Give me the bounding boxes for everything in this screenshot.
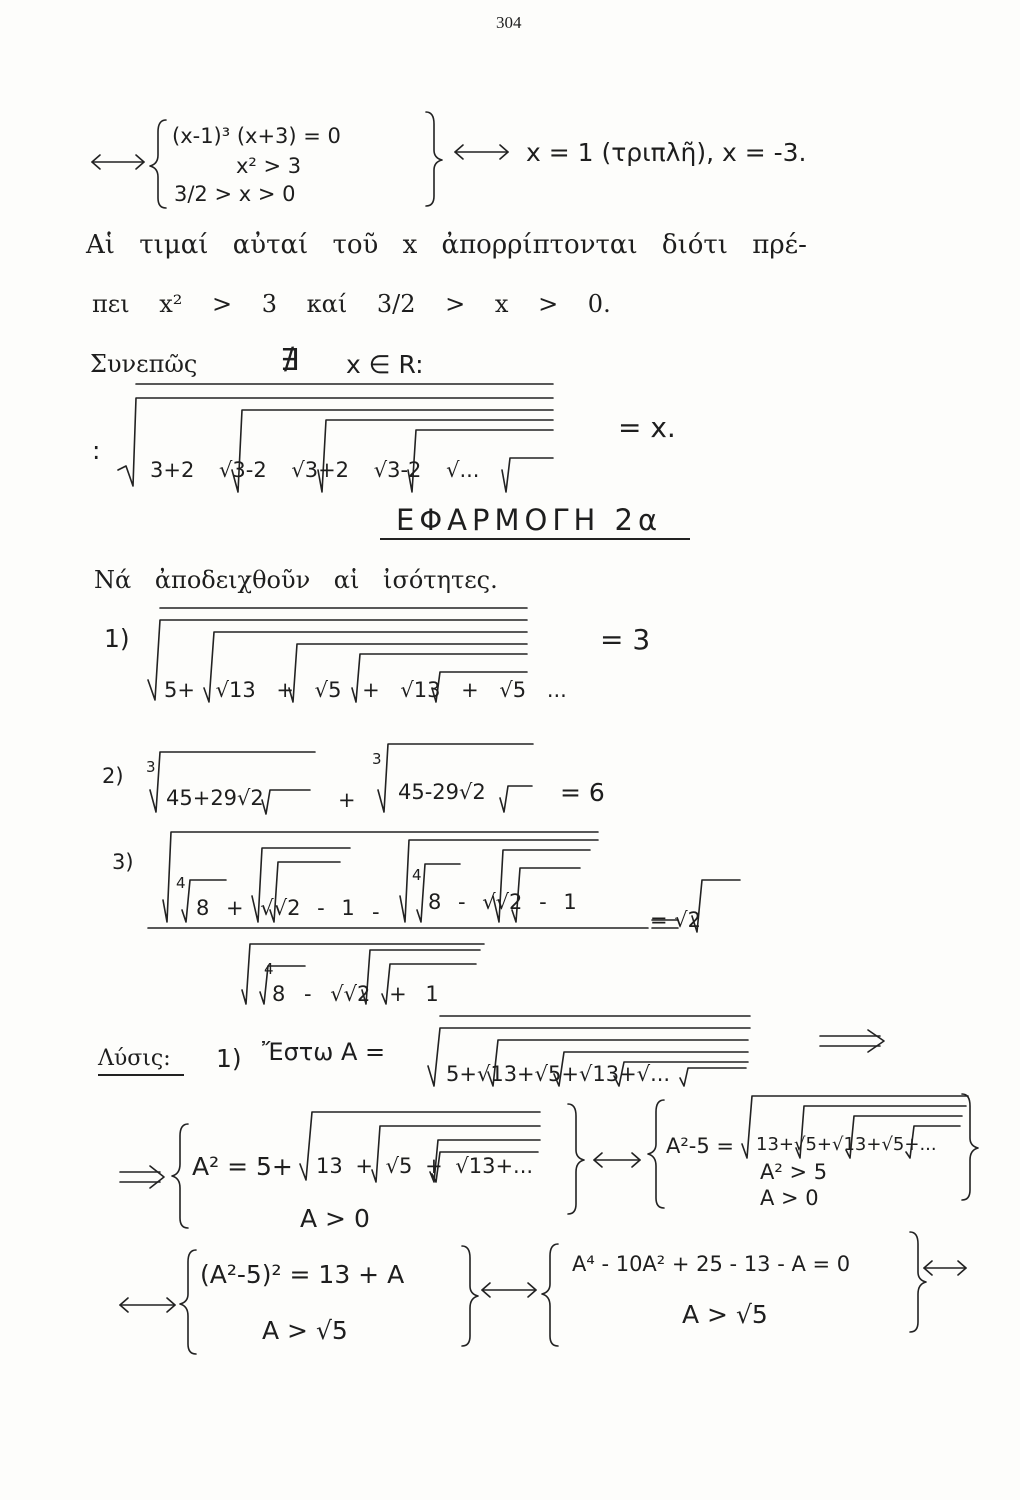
system2-eq1-radicand: 13 + √5 + √13+... [316,1154,534,1178]
system2-eq3-a: A²-5 = [666,1134,734,1158]
system2-eq1-a: A² = 5+ [192,1152,293,1181]
system3-eq3: A⁴ - 10A² + 25 - 13 - A = 0 [572,1252,851,1276]
paragraph-line: Αἱ τιμαί αὐταί τοῦ x ἀπορρίπτονται διότι πρέ- [86,230,807,260]
root-index: 4 [412,866,422,884]
item3-result: = √2 [650,908,702,932]
radical-sign [680,1068,746,1086]
heading-underline [380,538,690,540]
solution-underline [98,1074,184,1076]
system1-result: x = 1 (τριπλῆ), x = -3. [526,138,807,167]
solution-radicand: 5+√13+√5+√13+√... [446,1062,671,1086]
system2-eq5: A > 0 [760,1186,819,1210]
item3-num1: 8 + √√2 - 1 [196,896,355,920]
system1-eq3: 3/2 > x > 0 [174,182,296,206]
system3-eq1: (A²-5)² = 13 + A [200,1260,405,1289]
left-brace [648,1100,664,1208]
radical-sign [262,790,310,814]
item-label: 3) [112,850,134,874]
nested-radicand: 3+2 √3-2 √3+2 √3-2 √... [150,458,480,482]
system2-eq4: A² > 5 [760,1160,828,1184]
root-index: 3 [146,758,156,776]
root-index: 3 [372,750,382,768]
system1-eq1: (x-1)³ (x+3) = 0 [172,124,341,148]
set-membership: x ∈ R: [346,350,424,379]
system3-eq4: A > √5 [682,1300,768,1329]
right-brace [462,1246,478,1346]
system2-eq3-radicand: 13+√5+√13+√5+... [756,1134,937,1155]
item2-term2: 45-29√2 [398,780,486,804]
paragraph-line: πει x² > 3 καί 3/2 > x > 0. [92,290,611,318]
right-brace [962,1094,978,1200]
left-brace [150,120,166,208]
solution-step: 1) [216,1044,242,1073]
item-label: 2) [102,764,124,788]
intro-text: Νά ἀποδειχθοῦν αἱ ἰσότητες. [94,566,498,594]
left-brace [180,1250,196,1354]
item2-result: = 6 [560,778,605,807]
nested-result: = x. [618,411,676,444]
solution-let: Ἔστω A = [262,1038,386,1066]
implies-head [868,1030,884,1052]
implies-head [150,1166,164,1188]
radical-sign [502,458,553,492]
system2-eq2: A > 0 [300,1204,370,1233]
system1-eq2: x² > 3 [236,154,302,178]
page-number: 304 [496,13,522,32]
item3-den: 8 - √√2 + 1 [272,982,439,1006]
system3-eq2: A > √5 [262,1316,348,1345]
item3-minus: - [372,900,380,924]
right-brace [910,1232,926,1332]
left-brace [172,1124,188,1228]
solution-label: Λύσις: [98,1046,171,1071]
item3-num2: 8 - √√2 - 1 [428,890,577,914]
right-brace [426,112,442,206]
paragraph-word: Συνεπῶς [90,350,198,378]
root-index: 4 [176,874,186,892]
radical-sign [500,786,532,812]
root-index: 4 [264,960,274,978]
item2-term1: 45+29√2 [166,786,264,810]
section-heading: ΕΦΑΡΜΟΓΗ 2α [396,503,663,537]
item2-plus: + [338,788,356,812]
not-exists-symbol: ∄ [280,343,299,378]
right-brace [568,1104,584,1214]
colon: : [92,436,101,465]
item1-result: = 3 [600,623,651,656]
item-label: 1) [104,624,130,653]
left-brace [542,1244,558,1346]
item1-radicand: 5+ √13 + √5 + √13 + √5 ... [164,678,567,702]
